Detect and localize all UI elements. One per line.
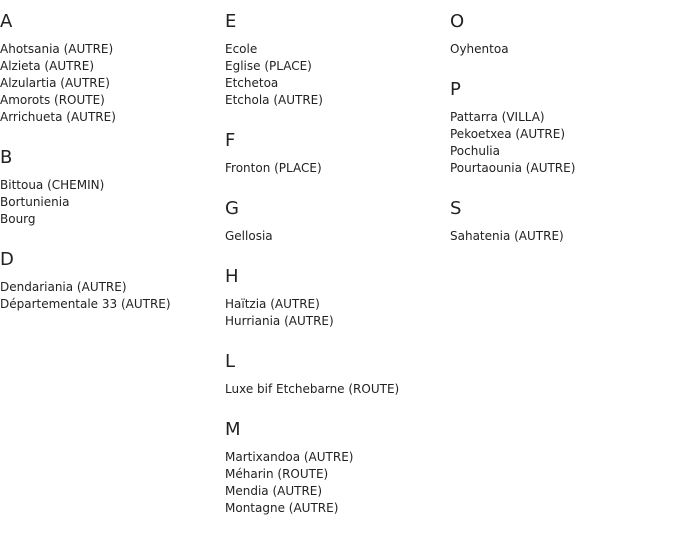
letter-heading: S — [450, 198, 462, 219]
street-list — [225, 296, 440, 330]
letter-heading: A — [0, 11, 13, 32]
letter-group-f — [225, 130, 440, 177]
letter-heading: P — [450, 79, 461, 100]
letter-heading: M — [225, 419, 241, 440]
letter-heading: B — [0, 147, 13, 168]
letter-group-m — [225, 419, 440, 517]
letter-heading: O — [450, 11, 465, 32]
street-item[interactable]: Mendia (AUTRE) — [225, 484, 323, 498]
street-item[interactable]: Haïtzia (AUTRE) — [225, 297, 320, 311]
street-list — [0, 177, 215, 228]
letter-heading: D — [0, 249, 14, 270]
letter-heading: F — [225, 130, 236, 151]
street-item[interactable]: Eglise (PLACE) — [225, 59, 312, 73]
street-item[interactable]: Amorots (ROUTE) — [0, 93, 105, 107]
street-list — [450, 228, 665, 245]
street-item[interactable]: Hurriania (AUTRE) — [225, 314, 334, 328]
street-list — [225, 41, 440, 109]
street-item[interactable]: Fronton (PLACE) — [225, 161, 322, 175]
street-item[interactable]: Alzieta (AUTRE) — [0, 59, 95, 73]
street-item[interactable]: Montagne (AUTRE) — [225, 501, 339, 515]
street-item[interactable]: Oyhentoa — [450, 42, 509, 56]
street-list — [225, 228, 440, 245]
street-item[interactable]: Ecole — [225, 42, 258, 56]
street-item[interactable]: Arrichueta (AUTRE) — [0, 110, 116, 124]
index-column-3 — [450, 0, 665, 245]
letter-group-s — [450, 198, 665, 245]
letter-group-e — [225, 11, 440, 109]
street-item[interactable]: Bortunienia — [0, 195, 70, 209]
street-item[interactable]: Pourtaounia (AUTRE) — [450, 161, 576, 175]
letter-heading: G — [225, 198, 239, 219]
letter-group-g — [225, 198, 440, 245]
street-item[interactable]: Ahotsania (AUTRE) — [0, 42, 114, 56]
street-item[interactable]: Bourg — [0, 212, 36, 226]
street-item[interactable]: Gellosia — [225, 229, 273, 243]
street-list — [450, 41, 665, 58]
street-item[interactable]: Sahatenia (AUTRE) — [450, 229, 564, 243]
street-item[interactable]: Pattarra (VILLA) — [450, 110, 545, 124]
letter-group-d — [0, 249, 215, 313]
street-item[interactable]: Dendariania (AUTRE) — [0, 280, 127, 294]
letter-heading: L — [225, 351, 236, 372]
index-column-1 — [0, 0, 215, 313]
letter-group-l — [225, 351, 440, 398]
street-list — [225, 381, 440, 398]
letter-group-p — [450, 79, 665, 177]
street-item[interactable]: Martixandoa (AUTRE) — [225, 450, 354, 464]
street-item[interactable]: Etchetoa — [225, 76, 279, 90]
street-item[interactable]: Bittoua (CHEMIN) — [0, 178, 105, 192]
letter-group-h — [225, 266, 440, 330]
letter-group-o — [450, 11, 665, 58]
street-list — [450, 109, 665, 177]
street-list — [0, 279, 215, 313]
street-item[interactable]: Etchola (AUTRE) — [225, 93, 323, 107]
street-item[interactable]: Luxe bif Etchebarne (ROUTE) — [225, 382, 400, 396]
street-list — [225, 160, 440, 177]
street-item[interactable]: Alzulartia (AUTRE) — [0, 76, 110, 90]
street-item[interactable]: Pochulia — [450, 144, 500, 158]
street-item[interactable]: Départementale 33 (AUTRE) — [0, 297, 171, 311]
letter-heading: H — [225, 266, 239, 287]
letter-group-b — [0, 147, 215, 228]
street-item[interactable]: Pekoetxea (AUTRE) — [450, 127, 566, 141]
street-list — [0, 41, 215, 126]
street-item[interactable]: Méharin (ROUTE) — [225, 467, 329, 481]
letter-heading: E — [225, 11, 237, 32]
index-column-2 — [225, 0, 440, 517]
letter-group-a — [0, 11, 215, 126]
street-list — [225, 449, 440, 517]
